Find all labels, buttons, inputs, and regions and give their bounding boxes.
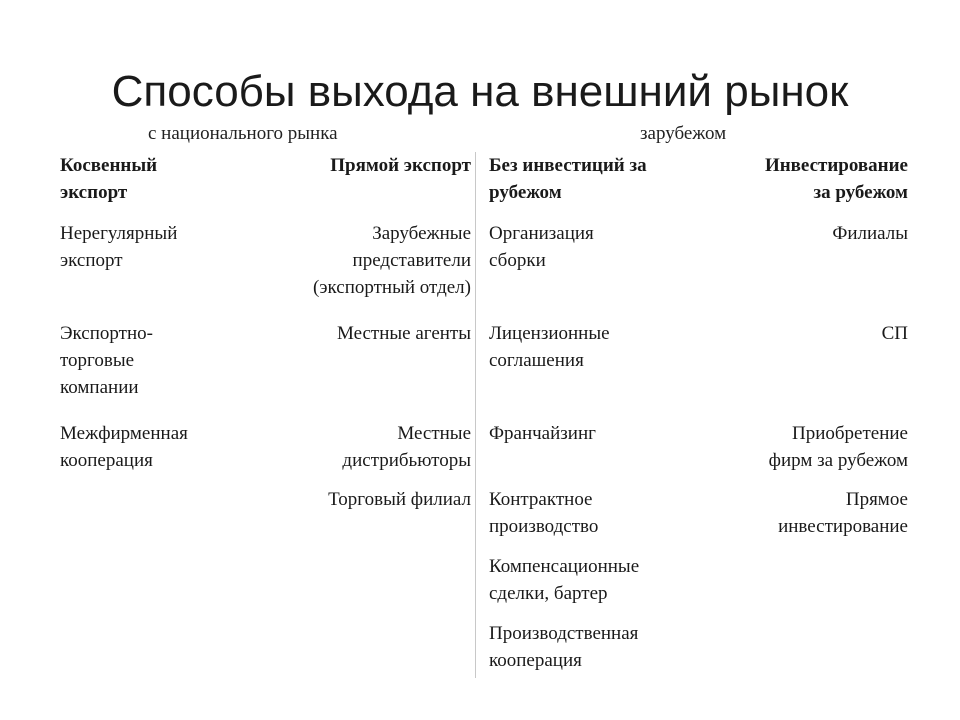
column-header-investment: Инвестирование за рубежом — [764, 155, 908, 203]
column-header-indirect-export: Косвенный экспорт — [60, 155, 158, 203]
table-row — [60, 320, 910, 420]
table-cell: Зарубежные представители (экспортный отдел) — [313, 223, 471, 298]
table-cell — [60, 486, 265, 553]
table-cell: Местные агенты — [336, 323, 471, 344]
table-cell: Производственная кооперация — [489, 623, 639, 671]
table-cell: Нерегулярный экспорт — [60, 223, 178, 271]
table-cell — [60, 620, 265, 680]
methods-table — [60, 152, 910, 680]
table-cell: Межфирменная кооперация — [60, 423, 188, 471]
column-header-no-investment: Без инвестиций за рубежом — [489, 155, 647, 203]
table-cell: Торговый филиал — [328, 489, 471, 510]
table-cell — [265, 620, 473, 680]
table-row — [60, 553, 910, 620]
table-cell: Местные дистрибьюторы — [342, 423, 471, 471]
group-header-national: с национального рынка — [148, 123, 338, 144]
table-cell: Филиалы — [832, 223, 908, 244]
table-row — [60, 220, 910, 320]
table-cell: Контрактное производство — [489, 489, 599, 537]
table-cell — [60, 553, 265, 620]
table-cell — [265, 553, 473, 620]
column-header-direct-export: Прямой экспорт — [330, 155, 471, 176]
slide-title: Способы выхода на внешний рынок — [111, 67, 849, 116]
table-cell — [695, 553, 910, 620]
table-cell: Лицензионные соглашения — [489, 323, 610, 371]
table-cell: Экспортно- торговые компании — [60, 323, 153, 398]
table-cell: Приобретение фирм за рубежом — [768, 423, 908, 471]
table-cell: Франчайзинг — [489, 423, 596, 444]
table-cell: СП — [881, 323, 908, 344]
table-header-row — [60, 152, 910, 220]
table-cell: Организация сборки — [489, 223, 594, 271]
group-header-abroad: зарубежом — [640, 123, 727, 144]
table-cell: Прямое инвестирование — [778, 489, 908, 537]
table-row — [60, 486, 910, 553]
table-row — [60, 620, 910, 680]
table-row — [60, 420, 910, 486]
table-cell — [695, 620, 910, 680]
table-cell: Компенсационные сделки, бартер — [489, 556, 640, 604]
